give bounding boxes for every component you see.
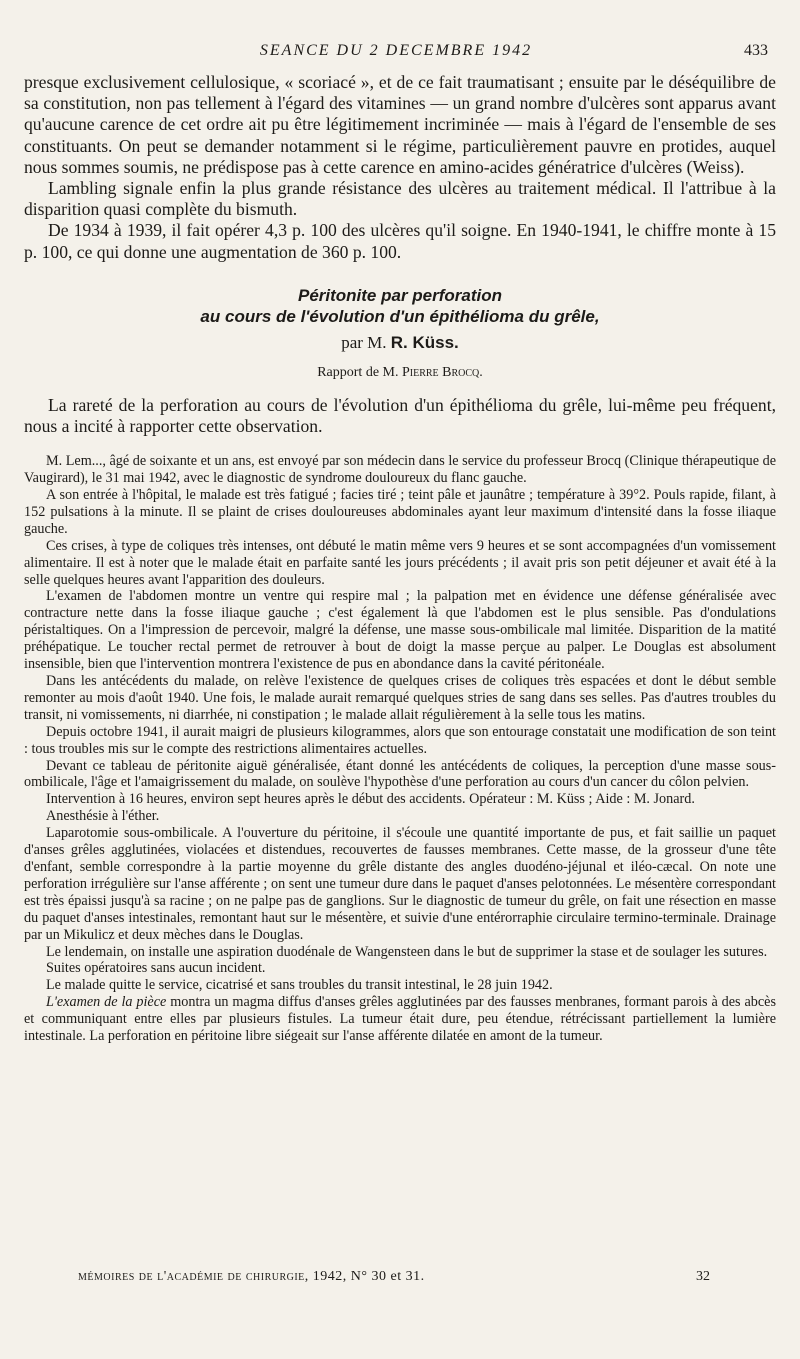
exam-lead: L'examen de la pièce: [46, 994, 167, 1011]
intro: [24, 395, 776, 437]
intro-paragraph: La rareté de la perforation au cours de l'évolution d'un épithélioma du grêle, lui-même peu fréquent, nous a incité à rapporter cette observation.: [24, 394, 776, 437]
article-title-line-1: Péritonite par perforation: [297, 285, 503, 305]
case-paragraph: Le malade quitte le service, cicatrisé et sans troubles du transit intestinal, le 28 juin 1942.: [46, 977, 553, 994]
author-name: R. Küss.: [390, 332, 459, 352]
paragraph: presque exclusivement cellulosique, « scoriacé », et de ce fait traumatisant ; ensuite par le déséquilibre de sa constitution, non pas tellement à l'égard des vitamines — un grand nombre d'ulcères sont apparus avant qu'aucune carence de cet ordre ait pu être légitimement incriminée — mais à l'égard de l'ensemble de ses constituants. On peut se demander notamment si le régime, particulièrement pauvre en protides, auquel nous sommes soumis, ne prédispose pas à cette carence en amino-acides génératrice d'ulcères (Weiss).: [24, 72, 776, 177]
running-header: [24, 42, 768, 66]
case-paragraph: Dans les antécédents du malade, on relève l'existence de quelques crises de coliques très espacées et dont le début semble remonter au mois d'août 1940. Une fois, le malade aurait remarqué quelques stries de sang dans ses selles. Pas d'autres troubles du transit, ni vomissements, ni diarrhée, ni constipation ; le malade allait régulièrement à la selle tous les matins.: [24, 673, 776, 723]
case-paragraph: Devant ce tableau de péritonite aiguë généralisée, étant donné les antécédents de coliques, la perception d'une masse sous-ombilicale, l'âge et l'amaigrissement du malade, on soulève l'hypothèse d'une perforation au cours d'un cancer du côlon pelvien.: [24, 757, 776, 791]
paragraph: De 1934 à 1939, il fait opérer 4,3 p. 100 des ulcères qu'il soigne. En 1940-1941, le chiffre monte à 15 p. 100, ce qui donne une augmentation de 360 p. 100.: [24, 220, 776, 262]
case-paragraph: Intervention à 16 heures, environ sept heures après le début des accidents. Opérateur : M. Küss ; Aide : M. Jonard.: [46, 791, 695, 808]
journal-name: mémoires de l'académie de chirurgie,: [78, 1269, 309, 1284]
case-paragraph: L'examen de l'abdomen montre un ventre qui respire mal ; la palpation met en évidence une défense généralisée avec contracture nette dans la fosse iliaque gauche ; c'est également là que l'abdomen est le plus sensible. Pas d'ondulations péristaltiques. On a l'impression de percevoir, malgré la défense, une masse sous-ombilicale mal limitée. Disparition de la matité préhépatique. Le toucher rectal permet de retrouver à bout de doigt la masse perçue au palper. Le Douglas est absolument insensible, bien que l'intervention montrera l'existence de pus en abondance dans la cavité péritonéale.: [24, 588, 776, 673]
case-paragraph: Le lendemain, on installe une aspiration duodénale de Wangensteen dans le but de supprimer la stase et de soulager les sutures.: [46, 943, 768, 960]
case-paragraph: Suites opératoires sans aucun incident.: [46, 960, 266, 977]
running-title: SEANCE DU 2 DECEMBRE 1942: [259, 42, 533, 59]
case-paragraph: Anesthésie à l'éther.: [46, 808, 160, 825]
journal-citation: [78, 1269, 425, 1285]
article-author: [24, 331, 776, 355]
paragraph: Lambling signale enfin la plus grande résistance des ulcères au traitement médical. Il l'attribue à la disparition quasi complète du bismuth.: [24, 178, 776, 220]
case-paragraph: Ces crises, à type de coliques très intenses, ont débuté le matin même vers 9 heures et se sont accompagnées d'un vomissement alimentaire. Il est à noter que le malade était en parfaite santé les jours précédents ; il avait pris son petit déjeuner et avait été à la selle quelques heures avant l'apparition des douleurs.: [24, 537, 776, 588]
rapport-name: Pierre Brocq.: [401, 364, 483, 380]
exam-text: montra un magma diffus d'anses grêles agglutinées par des fausses menbranes, formant parois à des abcès et communiquant entre elles par plusieurs fistules. La tumeur était dure, peu étendue, rétrécissant partiellement la lumière intestinale. La perforation en péritoine libre siégeait sur l'anse afférente dilatée en amont de la tumeur.: [24, 994, 776, 1045]
case-paragraph: A son entrée à l'hôpital, le malade est très fatigué ; facies tiré ; teint pâle et jaunâtre ; température à 39°2. Pouls rapide, filant, à 152 pulsations à la minute. Il se plaint de crises douloureuses abdominales ayant leur maximum d'intensité dans la fosse iliaque gauche.: [24, 487, 776, 537]
article-heading: [24, 285, 776, 381]
rapport-line: [24, 365, 776, 381]
exam-paragraph: [24, 994, 776, 1045]
article-title-line-2: au cours de l'évolution d'un épithélioma du grêle,: [200, 306, 600, 326]
page-body: [24, 72, 776, 1045]
journal-issue: 1942, N° 30 et 31.: [312, 1269, 425, 1284]
continued-text: [24, 72, 776, 263]
case-paragraph: Depuis octobre 1941, il aurait maigri de plusieurs kilogrammes, alors que son entourage constatait une modification de son teint : tous troubles mis sur le compte des restrictions alimentaires actuelles.: [24, 723, 776, 757]
case-paragraph: M. Lem..., âgé de soixante et un ans, est envoyé par son médecin dans le service du professeur Brocq (Clinique thérapeutique de Vaugirard), le 31 mai 1942, avec le diagnostic de syndrome douloureux du flanc gauche.: [24, 453, 776, 487]
author-prefix: par M.: [341, 332, 387, 352]
page-number: 433: [744, 42, 768, 59]
case-report: [24, 453, 776, 1045]
signature-mark: 32: [696, 1269, 710, 1284]
rapport-prefix: Rapport de M.: [317, 364, 399, 380]
case-paragraph: Laparotomie sous-ombilicale. A l'ouverture du péritoine, il s'écoule une quantité importante de pus, et fait saillie un paquet d'anses grêles agglutinées, violacées et distendues, recouvertes de fausses membranes. Cette masse, de la grosseur d'une tête d'enfant, semble correspondre à la partie moyenne du grêle distante des angles duodéno-jéjunal et iléo-cæcal. On note une perforation irrégulière sur l'anse afférente ; on sent une tumeur dure dans le paquet d'anses pelotonnées. Le mésentère correspondant est très épaissi jusqu'à sa racine ; on ne palpe pas de ganglions. Sur le diagnostic de tumeur du grêle, on fait une résection en masse du paquet d'anses intestinales, remontant haut sur le mésentère, et suivie d'une entérorraphie circulaire termino-terminale. Drainage par un Mikulicz et deux mèches dans le Douglas.: [24, 825, 776, 943]
